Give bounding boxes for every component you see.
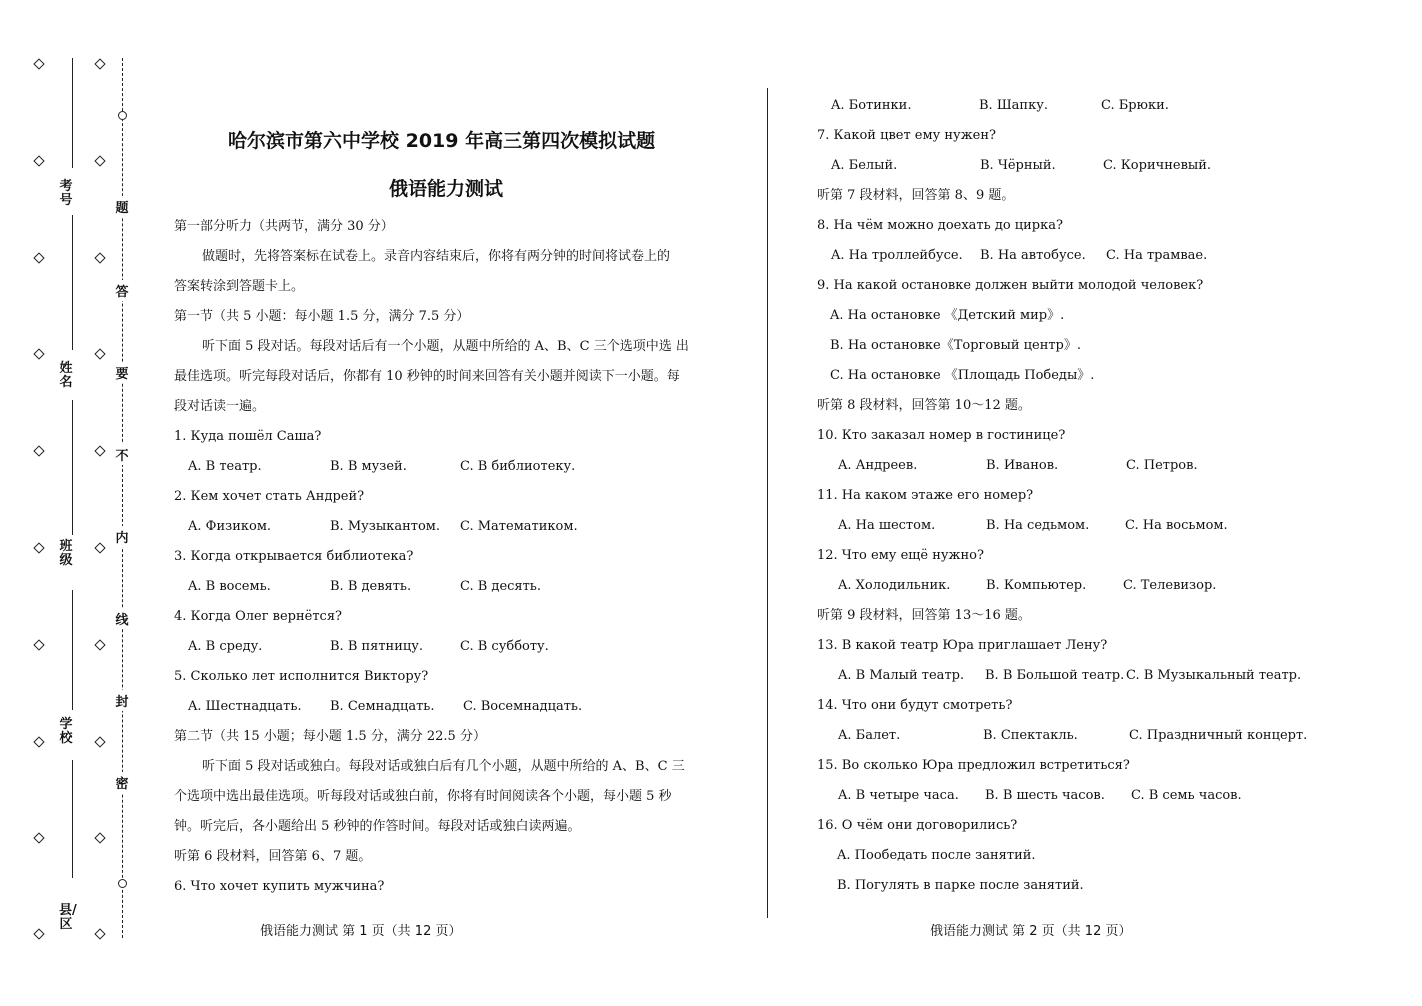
text-line: 12. Что ему ещё нужно?	[817, 548, 984, 563]
text-line: 做题时，先将答案标在试卷上。录音内容结束后，你将有两分钟的时间将试卷上的	[202, 249, 671, 264]
answer-option: A. В среду.	[188, 639, 263, 654]
answer-option: C. Праздничный концерт.	[1129, 728, 1308, 743]
answer-option: B. В пятницу.	[330, 639, 424, 654]
answer-option: B. В музей.	[330, 459, 407, 474]
text-line: 第二节（共 15 小题；每小题 1.5 分，满分 22.5 分）	[174, 729, 486, 744]
text-line: A. Пообедать после занятий.	[837, 848, 1036, 863]
answer-option: B. В шесть часов.	[985, 788, 1105, 803]
answer-option: A. В театр.	[188, 459, 262, 474]
seal-char: 题	[115, 196, 129, 217]
answer-option: A. Холодильник.	[838, 578, 951, 593]
binding-diamond	[94, 58, 105, 69]
binding-diamond	[94, 155, 105, 166]
answer-option: A. Физиком.	[188, 519, 272, 534]
school-label: 学校	[59, 717, 73, 746]
text-line: 第一节（共 5 小题：每小题 1.5 分，满分 7.5 分）	[174, 309, 470, 324]
answer-option: A. Белый.	[831, 158, 898, 173]
text-line: 6. Что хочет купить мужчина?	[174, 879, 385, 894]
text-line: 听第 6 段材料，回答第 6、7 题。	[174, 849, 372, 864]
answer-option: B. Шапку.	[979, 98, 1048, 113]
seal-char: 内	[115, 526, 129, 547]
text-line: 13. В какой театр Юра приглашает Лену?	[817, 638, 1108, 653]
text-line: B. Погулять в парке после занятий.	[837, 878, 1084, 893]
answer-option: A. В четыре часа.	[838, 788, 959, 803]
text-line: 14. Что они будут смотреть?	[817, 698, 1013, 713]
answer-option: C. Восемнадцать.	[463, 699, 583, 714]
answer-option: B. В девять.	[330, 579, 412, 594]
binding-diamond	[94, 639, 105, 650]
binding-diamond	[94, 832, 105, 843]
text-line: 1. Куда пошёл Саша?	[174, 429, 322, 444]
answer-option: C. Петров.	[1126, 458, 1198, 473]
answer-option: B. В Большой театр.	[985, 668, 1125, 683]
exam-number-label: 考号	[59, 179, 73, 208]
binding-diamond	[94, 445, 105, 456]
seal-char: 线	[115, 608, 129, 629]
text-line: 15. Во сколько Юра предложил встретиться?	[817, 758, 1130, 773]
answer-option: B. Музыкантом.	[330, 519, 441, 534]
answer-option: C. В субботу.	[460, 639, 549, 654]
exam-title: 哈尔滨市第六中学校 2019 年高三第四次模拟试题	[228, 130, 656, 152]
answer-option: A. Ботинки.	[831, 98, 912, 113]
answer-option: C. В семь часов.	[1131, 788, 1242, 803]
answer-option: A. Шестнадцать.	[188, 699, 302, 714]
answer-option: B. Семнадцать.	[330, 699, 435, 714]
text-line: 9. На какой остановке должен выйти молодой человек?	[817, 278, 1204, 293]
binding-diamond	[94, 736, 105, 747]
answer-option: C. Коричневый.	[1103, 158, 1212, 173]
answer-option: A. На троллейбусе.	[831, 248, 963, 263]
text-line: 答案转涂到答题卡上。	[174, 279, 305, 294]
seal-char: 不	[115, 444, 129, 465]
text-line: 钟。听完后，各小题给出 5 秒钟的作答时间。每段对话或独白读两遍。	[174, 819, 581, 834]
text-line: 听下面 5 段对话。每段对话后有一个小题，从题中所给的 A、B、C 三个选项中选 出	[202, 339, 689, 354]
binding-diamond	[94, 252, 105, 263]
text-line: 听第 8 段材料，回答第 10～12 题。	[817, 398, 1031, 413]
text-line: 10. Кто заказал номер в гостинице?	[817, 428, 1066, 443]
page-footer: 俄语能力测试 第 1 页（共 12 页）	[260, 924, 462, 939]
text-line: 5. Сколько лет исполнится Виктору?	[174, 669, 429, 684]
text-line: 个选项中选出最佳选项。听每段对话或独白前，你将有时间阅读各个小题，每小题 5 秒	[174, 789, 672, 804]
answer-option: A. Андреев.	[838, 458, 918, 473]
seal-circle	[118, 879, 127, 888]
text-line: B. На остановке《Торговый центр》.	[830, 338, 1081, 353]
binding-diamond	[94, 348, 105, 359]
text-line: A. На остановке 《Детский мир》.	[830, 308, 1065, 323]
answer-option: B. Компьютер.	[986, 578, 1087, 593]
binding-diamond	[33, 832, 44, 843]
answer-option: B. Иванов.	[986, 458, 1059, 473]
seal-char: 密	[115, 772, 129, 793]
text-line: 2. Кем хочет стать Андрей?	[174, 489, 365, 504]
text-line: 8. На чём можно доехать до цирка?	[817, 218, 1063, 233]
text-line: C. На остановке 《Площадь Победы》.	[830, 368, 1095, 383]
text-line: 听下面 5 段对话或独白。每段对话或独白后有几个小题，从题中所给的 A、B、C 三	[202, 759, 685, 774]
answer-option: B. Чёрный.	[980, 158, 1056, 173]
answer-option: B. На автобусе.	[980, 248, 1086, 263]
binding-diamond	[33, 542, 44, 553]
answer-option: C. В десять.	[460, 579, 542, 594]
binding-diamond	[94, 542, 105, 553]
answer-option: A. В восемь.	[188, 579, 271, 594]
district-label: 县/区	[59, 903, 77, 932]
answer-option: B. Спектакль.	[983, 728, 1078, 743]
text-line: 最佳选项。听完每段对话后，你都有 10 秒钟的时间来回答有关小题并阅读下一小题。每	[174, 369, 680, 384]
binding-diamond	[33, 155, 44, 166]
answer-option: C. В Музыкальный театр.	[1126, 668, 1302, 683]
page-divider	[767, 88, 768, 918]
seal-char: 封	[115, 690, 129, 711]
text-line: 4. Когда Олег вернётся?	[174, 609, 343, 624]
text-line: 3. Когда открывается библиотека?	[174, 549, 414, 564]
exam-subtitle: 俄语能力测试	[389, 178, 504, 200]
answer-option: B. На седьмом.	[986, 518, 1090, 533]
binding-diamond	[33, 445, 44, 456]
text-line: 第一部分听力（共两节，满分 30 分）	[174, 219, 394, 234]
seal-char: 答	[115, 280, 129, 301]
binding-diamond	[33, 348, 44, 359]
seal-char: 要	[115, 362, 129, 383]
text-line: 段对话读一遍。	[174, 399, 266, 414]
binding-diamond	[33, 252, 44, 263]
answer-option: A. На шестом.	[838, 518, 936, 533]
seal-circle	[118, 111, 127, 120]
class-label: 班级	[59, 539, 73, 568]
text-line: 16. О чём они договорились?	[817, 818, 1018, 833]
text-line: 7. Какой цвет ему нужен?	[817, 128, 996, 143]
answer-option: A. В Малый театр.	[838, 668, 965, 683]
page-footer: 俄语能力测试 第 2 页（共 12 页）	[930, 924, 1132, 939]
name-label: 姓名	[59, 361, 73, 390]
binding-diamond	[33, 736, 44, 747]
binding-diamond	[33, 58, 44, 69]
answer-option: C. В библиотеку.	[460, 459, 576, 474]
text-line: 11. На каком этаже его номер?	[817, 488, 1034, 503]
answer-option: C. На трамвае.	[1106, 248, 1208, 263]
text-line: 听第 7 段材料，回答第 8、9 题。	[817, 188, 1015, 203]
answer-option: C. Брюки.	[1101, 98, 1169, 113]
answer-option: A. Балет.	[838, 728, 901, 743]
answer-option: C. На восьмом.	[1125, 518, 1228, 533]
binding-diamond	[94, 928, 105, 939]
answer-option: C. Математиком.	[460, 519, 578, 534]
answer-option: C. Телевизор.	[1123, 578, 1217, 593]
binding-diamond	[33, 928, 44, 939]
text-line: 听第 9 段材料，回答第 13～16 题。	[817, 608, 1031, 623]
binding-diamond	[33, 639, 44, 650]
